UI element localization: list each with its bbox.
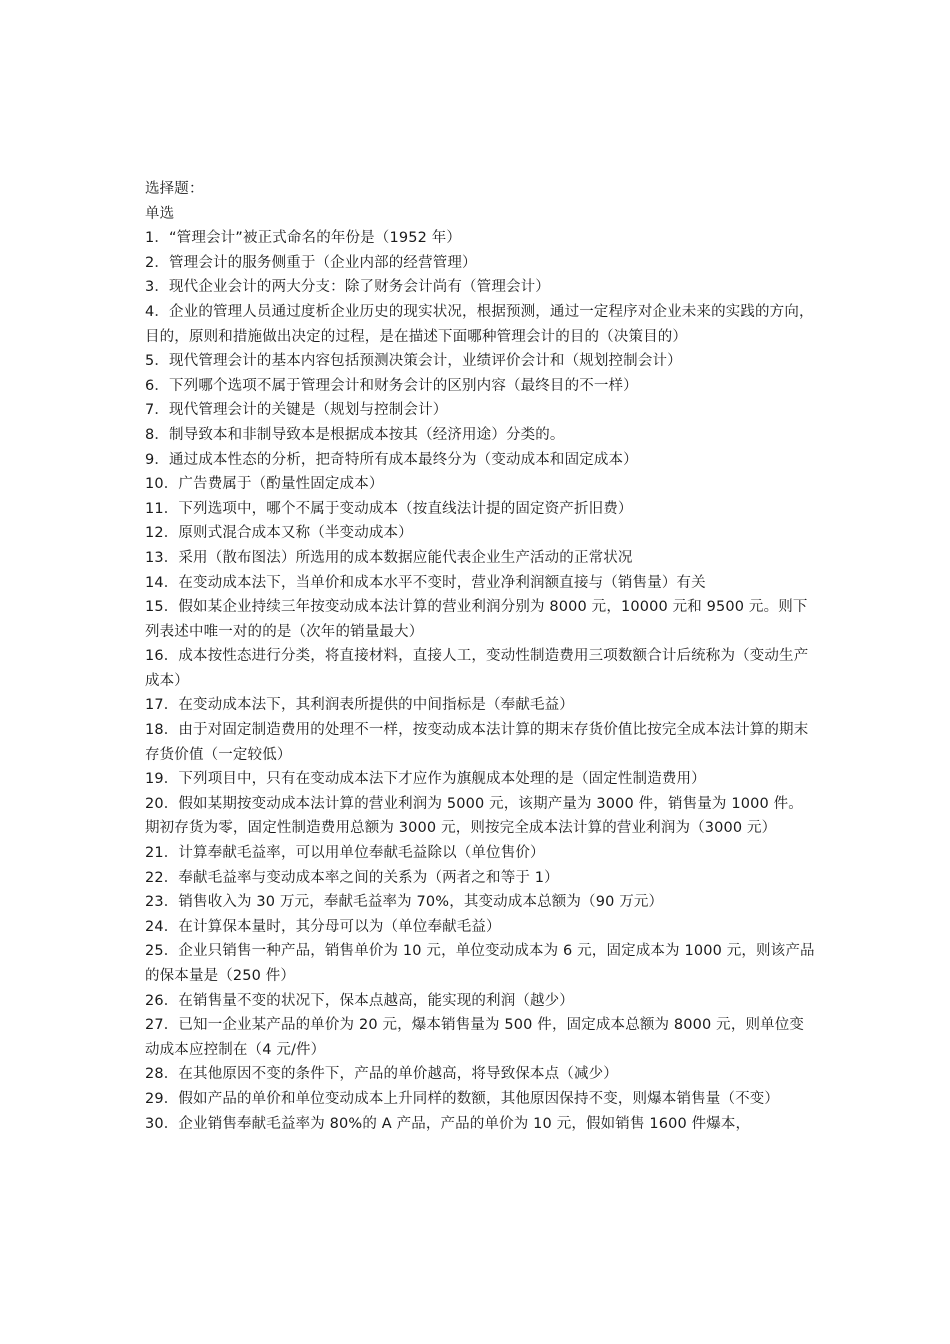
- question-item: 13．采用（散布图法）所选用的成本数据应能代表企业生产活动的正常状况: [145, 549, 633, 566]
- question-item: 23．销售收入为 30 万元，奉献毛益率为 70%，其变动成本总额为（90 万元）: [145, 894, 664, 911]
- question-item: 5．现代管理会计的基本内容包括预测决策会计，业绩评价会计和（规划控制会计）: [145, 353, 682, 370]
- question-item: 28．在其他原因不变的条件下，产品的单价越高，将导致保本点（减少）: [145, 1066, 618, 1083]
- section-heading: 选择题：: [145, 181, 204, 197]
- question-item: 8．制导致本和非制导致本是根据成本按其（经济用途）分类的。: [145, 426, 565, 443]
- question-item: 20．假如某期按变动成本法计算的营业利润为 5000 元，该期产量为 3000 件，销售量为 1000 件。期初存货为零，固定性制造费用总额为 3000 元，则按完全成本法计算的营业利润为（3000 元）: [145, 795, 803, 837]
- question-item: 3．现代企业会计的两大分支：除了财务会计尚有（管理会计）: [145, 279, 550, 296]
- question-item: 25．企业只销售一种产品，销售单价为 10 元，单位变动成本为 6 元，固定成本为 1000 元，则该产品的保本量是（250 件）: [145, 943, 815, 984]
- question-item: 12．原则式混合成本又称（半变动成本）: [145, 525, 413, 542]
- question-item: 22．奉献毛益率与变动成本率之间的关系为（两者之和等于 1）: [145, 869, 559, 886]
- question-item: 21．计算奉献毛益率，可以用单位奉献毛益除以（单位售价）: [145, 845, 545, 862]
- question-item: 7．现代管理会计的关键是（规划与控制会计）: [145, 402, 448, 419]
- question-item: 30．企业销售奉献毛益率为 80%的 A 产品，产品的单价为 10 元，假如销售 1600 件爆本，: [145, 1115, 751, 1132]
- question-item: 17．在变动成本法下，其利润表所提供的中间指标是（奉献毛益）: [145, 697, 574, 714]
- question-item: 9．通过成本性态的分析，把奇特所有成本最终分为（变动成本和固定成本）: [145, 451, 638, 468]
- question-list: [145, 226, 817, 1136]
- question-item: 2．管理会计的服务侧重于（企业内部的经营管理）: [145, 254, 477, 271]
- question-item: 15．假如某企业持续三年按变动成本法计算的营业利润分别为 8000 元，10000 元和 9500 元。则下列表述中唯一对的的是（次年的销量最大）: [145, 599, 808, 640]
- question-item: 27．已知一企业某产品的单价为 20 元，爆本销售量为 500 件，固定成本总额为 8000 元，则单位变动成本应控制在（4 元/件）: [145, 1017, 805, 1058]
- question-item: 18．由于对固定制造费用的处理不一样，按变动成本法计算的期末存货价值比按完全成本法计算的期末存货价值（一定较低）: [145, 722, 809, 763]
- question-item: 1．“管理会计”被正式命名的年份是（1952 年）: [145, 230, 462, 247]
- question-item: 11．下列选项中，哪个不属于变动成本（按直线法计提的固定资产折旧费）: [145, 500, 633, 517]
- question-item: 19．下列项目中，只有在变动成本法下才应作为旗舰成本处理的是（固定性制造费用）: [145, 771, 706, 788]
- document-body: [145, 177, 817, 1136]
- question-item: 6．下列哪个选项不属于管理会计和财务会计的区别内容（最终目的不一样）: [145, 377, 638, 394]
- section-subheading: 单选: [145, 205, 175, 222]
- question-item: 16．成本按性态进行分类，将直接材料，直接人工，变动性制造费用三项数额合计后统称为（变动生产成本）: [145, 648, 809, 689]
- question-item: 24．在计算保本量时，其分母可以为（单位奉献毛益）: [145, 918, 501, 935]
- question-item: 14．在变动成本法下，当单价和成本水平不变时，营业净利润额直接与（销售量）有关: [145, 574, 706, 591]
- question-item: 4．企业的管理人员通过度析企业历史的现实状况，根据预测，通过一定程序对企业未来的实践的方向，目的，原则和措施做出决定的过程，是在描述下面哪种管理会计的目的（决策目的）: [145, 303, 814, 345]
- question-item: 29．假如产品的单价和单位变动成本上升同样的数额，其他原因保持不变，则爆本销售量（不变）: [145, 1090, 780, 1107]
- question-item: 26．在销售量不变的状况下，保本点越高，能实现的利润（越少）: [145, 992, 574, 1009]
- question-item: 10．广告费属于（酌量性固定成本）: [145, 476, 384, 493]
